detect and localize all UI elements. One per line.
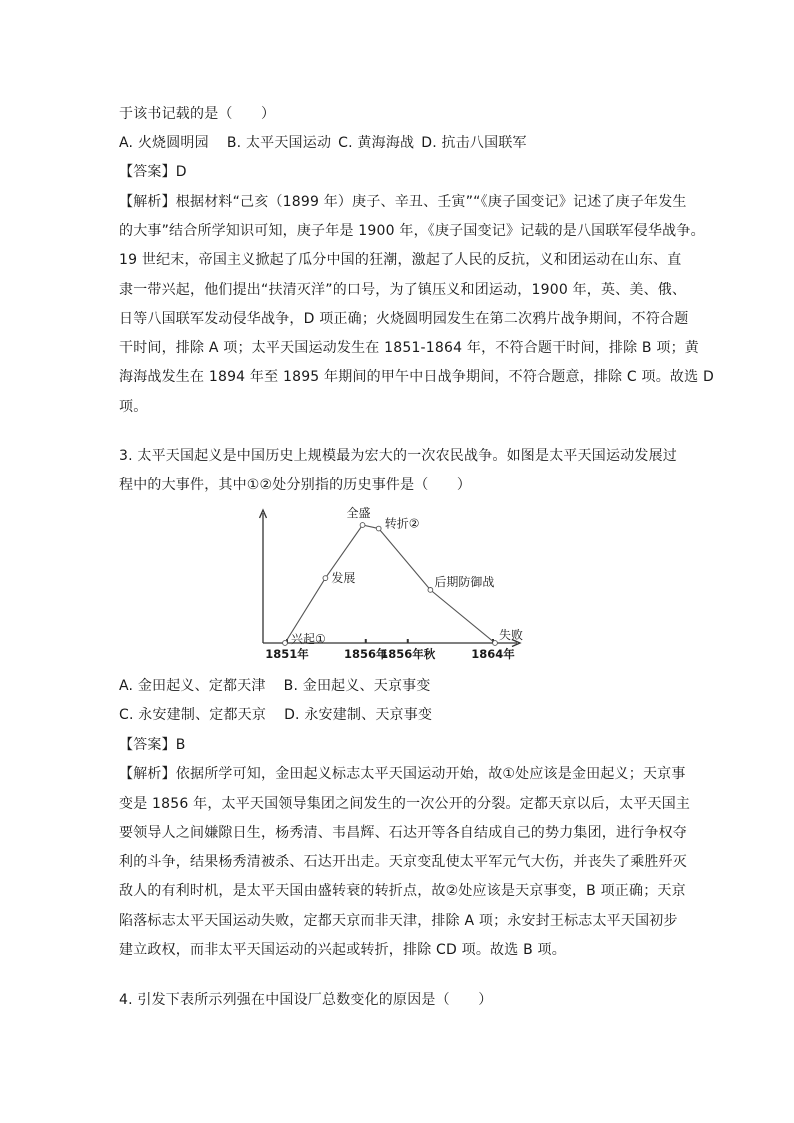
point-label: 转折② bbox=[384, 516, 420, 531]
q2-analysis-line: 干时间，排除 A 项；太平天国运动发生在 1851-1864 年，不符合题干时间，排除 B 项；黄 bbox=[119, 340, 699, 356]
q2-analysis-line: 的大事”结合所学知识可知，庚子年是 1900 年，《庚子国变记》记载的是八国联军侵华战争。 bbox=[119, 223, 705, 239]
q3-options-row2 bbox=[119, 705, 432, 725]
q3-option-c: C. 永安建制、定都天京 bbox=[119, 707, 267, 723]
q2-analysis-line: 海海战发生在 1894 年至 1895 年期间的甲午中日战争期间，不符合题意，排除 C 项。故选 D bbox=[119, 369, 714, 385]
q2-stem-end: 于该书记载的是（ ） bbox=[119, 106, 276, 122]
q2-answer: 【答案】D bbox=[119, 164, 187, 180]
q2-options bbox=[119, 133, 527, 153]
q3-analysis-line: 【解析】依据所学可知，金田起义标志太平天国运动开始，故①处应该是金田起义；天京事 bbox=[119, 766, 686, 782]
chart-marks bbox=[283, 505, 523, 646]
x-tick-label: 1856年秋 bbox=[380, 647, 436, 661]
point-label: 兴起① bbox=[291, 632, 326, 646]
data-point bbox=[428, 588, 433, 593]
point-label: 全盛 bbox=[346, 506, 371, 520]
q2-option-c: C. 黄海海战 bbox=[338, 135, 415, 151]
q3-option-d: D. 永安建制、天京事变 bbox=[284, 707, 433, 723]
x-tick-label: 1851年 bbox=[265, 647, 309, 661]
q3-analysis-line: 敌人的有利时机，是太平天国由盛转衰的转折点，故②处应该是天京事变，B 项正确；天京 bbox=[119, 883, 686, 899]
point-label: 后期防御战 bbox=[434, 574, 495, 589]
q3-analysis-line: 建立政权，而非太平天国运动的兴起或转折，排除 CD 项。故选 B 项。 bbox=[119, 942, 566, 958]
q3-stem-line: 3. 太平天国起义是中国历史上规模最为宏大的一次农民战争。如图是太平天国运动发展过 bbox=[119, 448, 678, 464]
q3-analysis-line: 利的斗争，结果杨秀清被杀、石达开出走。天京变乱使太平军元气大伤，并丧失了乘胜歼灭 bbox=[119, 854, 687, 870]
x-tick-label: 1864年 bbox=[471, 647, 515, 661]
data-point bbox=[323, 576, 328, 581]
data-point bbox=[376, 526, 381, 531]
q2-analysis-line: 隶一带兴起，他们提出“扶清灭洋”的口号，为了镇压义和团运动，1900 年，英、美、俄、 bbox=[119, 282, 687, 298]
q3-option-a: A. 金田起义、定都天津 bbox=[119, 678, 266, 694]
q3-analysis-line: 要领导人之间嫌隙日生，杨秀清、韦昌辉、石达开等各自结成自己的势力集团，进行争权夺 bbox=[119, 825, 687, 841]
q3-analysis-line: 变是 1856 年，太平天国领导集团之间发生的一次公开的分裂。定都天京以后，太平天国主 bbox=[119, 796, 691, 812]
q4-stem: 4. 引发下表所示列强在中国设厂总数变化的原因是（ ） bbox=[119, 992, 493, 1008]
q2-analysis-line: 日等八国联军发动侵华战争，D 项正确；火烧圆明园发生在第二次鸦片战争期间，不符合题 bbox=[119, 311, 689, 327]
q3-option-b: B. 金田起义、天京事变 bbox=[283, 678, 431, 694]
q3-analysis-line: 陷落标志太平天国运动失败，定都天京而非天津，排除 A 项；永安封王标志太平天国初步 bbox=[119, 913, 678, 929]
point-label: 失败 bbox=[499, 628, 524, 642]
data-point bbox=[283, 641, 288, 646]
point-label: 发展 bbox=[331, 571, 356, 586]
q2-analysis-line: 项。 bbox=[119, 399, 148, 415]
q2-option-a: A. 火烧圆明园 bbox=[119, 135, 209, 151]
q3-stem-line: 程中的大事件，其中①②处分别指的历史事件是（ ） bbox=[119, 477, 472, 493]
taiping-timeline-chart bbox=[255, 505, 525, 668]
q3-options-row1 bbox=[119, 676, 431, 696]
data-point bbox=[360, 523, 365, 528]
q2-option-d: D. 抗击八国联军 bbox=[421, 135, 527, 151]
x-tick-label: 1856年 bbox=[344, 647, 388, 661]
q2-analysis-line: 19 世纪末，帝国主义掀起了瓜分中国的狂潮，激起了人民的反抗，义和团运动在山东、直 bbox=[119, 252, 682, 268]
q2-option-b: B. 太平天国运动 bbox=[226, 135, 332, 151]
q2-analysis-line: 【解析】根据材料“己亥（1899 年）庚子、辛丑、壬寅”“《庚子国变记》记述了庚子年发生 bbox=[119, 194, 687, 210]
q3-answer: 【答案】B bbox=[119, 737, 186, 753]
data-point bbox=[493, 641, 498, 646]
